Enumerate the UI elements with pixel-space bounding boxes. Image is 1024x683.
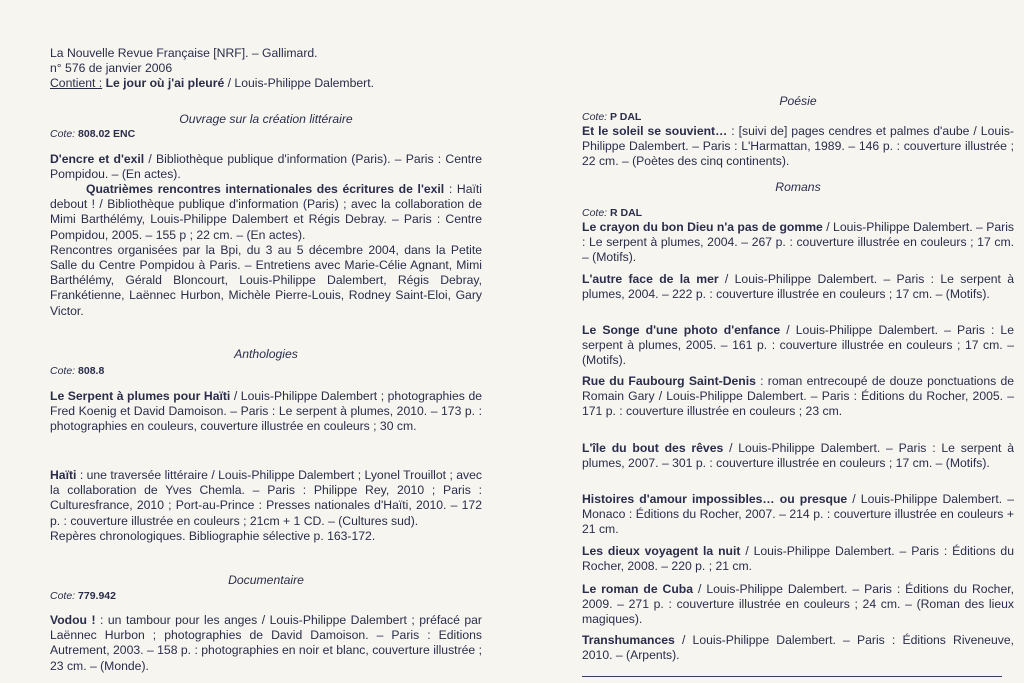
journal-title: La Nouvelle Revue Française [NRF]. – Gallimard. — [50, 46, 318, 60]
record-note: Rencontres organisées par la Bpi, du 3 au 5 décembre 2004, dans la Petite Salle du Centre Pompidou à Paris. – Entretiens avec Marie-Célie Agnant, Mimi Barthélémy, Gérald Bloncourt, Louis-Philippe Dalembert, Régis Debray, Frankétienne, Laënnec Hurbon, Michèle Pierre-Louis, Rodney Saint-Eloi, Gary Victor. — [50, 242, 482, 318]
record-description: / Louis-Philippe Dalembert. – Paris : Le serpent à plumes, 2005. – 161 p. : couverture illustrée en couleurs ; 17 cm. – (Motifs). — [582, 323, 1014, 368]
cote-romans — [582, 206, 1014, 221]
record-roman — [582, 582, 1014, 628]
record-title: Le roman de Cuba — [582, 582, 694, 596]
contient-label: Contient : — [50, 76, 103, 91]
record-description: / Bibliothèque publique d'information (Paris). – Paris : Centre Pompidou. – (En actes). — [50, 152, 482, 182]
record-haiti-traversee — [50, 468, 482, 544]
cote-value: 808.8 — [78, 365, 105, 377]
cote-value: P DAL — [610, 111, 642, 123]
record-roman — [582, 323, 1014, 369]
section-heading-romans: Romans — [775, 180, 821, 194]
record-description: : une traversée littéraire / Louis-Philippe Dalembert ; Lyonel Trouillot ; avec la collaboration de Yves Chemla. – Paris : Philippe Rey, 2010 ; Paris : Culturesfrance, 2010 ; Port-au-Prince : Presses nationales d'Haïti, 2010. – 172 p. : couverture illustrée en couleurs ; 21cm + 1 CD. – (Cultures sud). — [50, 468, 482, 528]
record-title: Haïti — [50, 468, 77, 482]
record-title: Les dieux voyagent la nuit — [582, 544, 741, 558]
record-description: / Louis-Philippe Dalembert. – Paris : Éditions du Rocher, 2009. – 271 p. : couverture illustrée en couleurs ; 24 cm. – (Roman des lieux magiques). — [582, 582, 1014, 627]
cote-value: R DAL — [610, 207, 643, 219]
cote-label: Cote: — [50, 365, 79, 377]
record-description: : un tambour pour les anges / Louis-Philippe Dalembert ; préfacé par Laënnec Hurbon ; photographies de David Damoison. – Paris : Editions Autrement, 2003. – 158 p. : photographies en noir et blanc, couverture illustrée ; 23 cm. – (Monde). — [50, 613, 482, 673]
record-title: Transhumances — [582, 633, 675, 647]
bottom-rule — [582, 676, 1002, 677]
journal-contents — [50, 76, 482, 91]
section-heading-poesie: Poésie — [779, 94, 817, 108]
cote-anthologies — [50, 364, 482, 379]
cote-value: 779.942 — [78, 590, 116, 602]
record-roman — [582, 544, 1014, 574]
record-title: Quatrièmes rencontres internationales des écritures de l'exil — [86, 182, 445, 196]
cote-documentaire — [50, 589, 482, 604]
record-description: / Louis-Philippe Dalembert. – Paris : Le serpent à plumes, 2004. – 222 p. : couverture illustrée en couleurs ; 17 cm. – (Motifs). — [582, 272, 1014, 302]
record-description: / Louis-Philippe Dalembert ; photographies de Fred Koenig et David Damoison. – Paris : Le serpent à plumes, 2010. – 173 p. : photographies en couleurs, couverture illustrée en couleurs ; 30 cm. — [50, 389, 482, 434]
record-title: Et le soleil se souvient… — [582, 124, 728, 138]
journal-header — [50, 46, 482, 92]
record-title: D'encre et d'exil — [50, 152, 145, 166]
record-roman — [582, 220, 1014, 266]
cote-creation — [50, 127, 482, 142]
record-description: : Haïti debout ! / Bibliothèque publique d'information (Paris) ; avec la collaboration de Mimi Barthélémy, Louis-Philippe Dalembert et Régis Debray. – Paris : Centre Pompidou, 2005. – 155 p ; 22 cm. – (En actes). — [50, 182, 482, 242]
record-encre-exil — [50, 152, 482, 182]
record-title: Histoires d'amour impossibles… ou presque — [582, 492, 848, 506]
record-description: / Louis-Philippe Dalembert. – Paris : Éditions Riveneuve, 2010. – (Arpents). — [582, 633, 1014, 663]
record-description: / Louis-Philippe Dalembert. – Paris : Éditions du Rocher, 2008. – 220 p. ; 21 cm. — [582, 544, 1014, 574]
record-roman — [582, 374, 1014, 420]
record-roman — [582, 272, 1014, 302]
record-description: : [suivi de] pages cendres et palmes d'aube / Louis-Philippe Dalembert. – Paris : L'Harmattan, 1989. – 146 p. : couverture illustrée ; 22 cm. – (Poètes des cinq continents). — [582, 124, 1014, 169]
contient-title: Le jour où j'ai pleuré — [105, 76, 225, 91]
record-title: Le crayon du bon Dieu n'a pas de gomme — [582, 220, 823, 234]
section-heading-creation: Ouvrage sur la création littéraire — [179, 112, 353, 126]
section-heading-documentaire: Documentaire — [228, 573, 304, 587]
record-title: Le Serpent à plumes pour Haïti — [50, 389, 231, 403]
record-description: / Louis-Philippe Dalembert. – Paris : Le serpent à plumes, 2004. – 267 p. : couverture illustrée en couleurs ; 17 cm. – (Motifs). — [582, 220, 1014, 265]
record-title: Vodou ! — [50, 613, 96, 627]
record-description: / Louis-Philippe Dalembert. – Paris : Le serpent à plumes, 2007. – 301 p. : couverture illustrée en couleurs ; 17 cm. – (Motifs). — [582, 441, 1014, 471]
record-roman — [582, 441, 1014, 471]
section-heading-anthologies: Anthologies — [234, 347, 298, 361]
record-note: Repères chronologiques. Bibliographie sélective p. 163-172. — [50, 528, 376, 543]
record-title: L'île du bout des rêves — [582, 441, 724, 455]
record-title: Rue du Faubourg Saint-Denis — [582, 374, 756, 388]
cote-label: Cote: — [50, 590, 79, 602]
record-roman — [582, 633, 1014, 663]
record-soleil — [582, 124, 1014, 170]
record-serpent-haiti — [50, 389, 482, 435]
contient-author: / Louis-Philippe Dalembert. — [224, 76, 374, 91]
record-roman — [582, 492, 1014, 538]
cote-label: Cote: — [50, 128, 79, 140]
record-title: Le Songe d'une photo d'enfance — [582, 323, 781, 337]
cote-value: 808.02 ENC — [78, 128, 136, 140]
record-description: / Louis-Philippe Dalembert. – Monaco : Éditions du Rocher, 2007. – 214 p. : couverture illustrée en couleurs + 21 cm. — [582, 492, 1014, 537]
record-title: L'autre face de la mer — [582, 272, 719, 286]
record-rencontres-exil — [50, 182, 482, 319]
record-description: : roman entrecoupé de douze ponctuations de Romain Gary / Louis-Philippe Dalembert. – Paris : Éditions du Rocher, 2005. – 171 p. : couverture illustrée en couleurs ; 23 cm. — [582, 374, 1014, 419]
cote-label: Cote: — [582, 207, 611, 219]
record-vodou — [50, 613, 482, 674]
journal-issue: n° 576 de janvier 2006 — [50, 61, 173, 76]
cote-poesie — [582, 110, 1014, 125]
cote-label: Cote: — [582, 111, 611, 123]
